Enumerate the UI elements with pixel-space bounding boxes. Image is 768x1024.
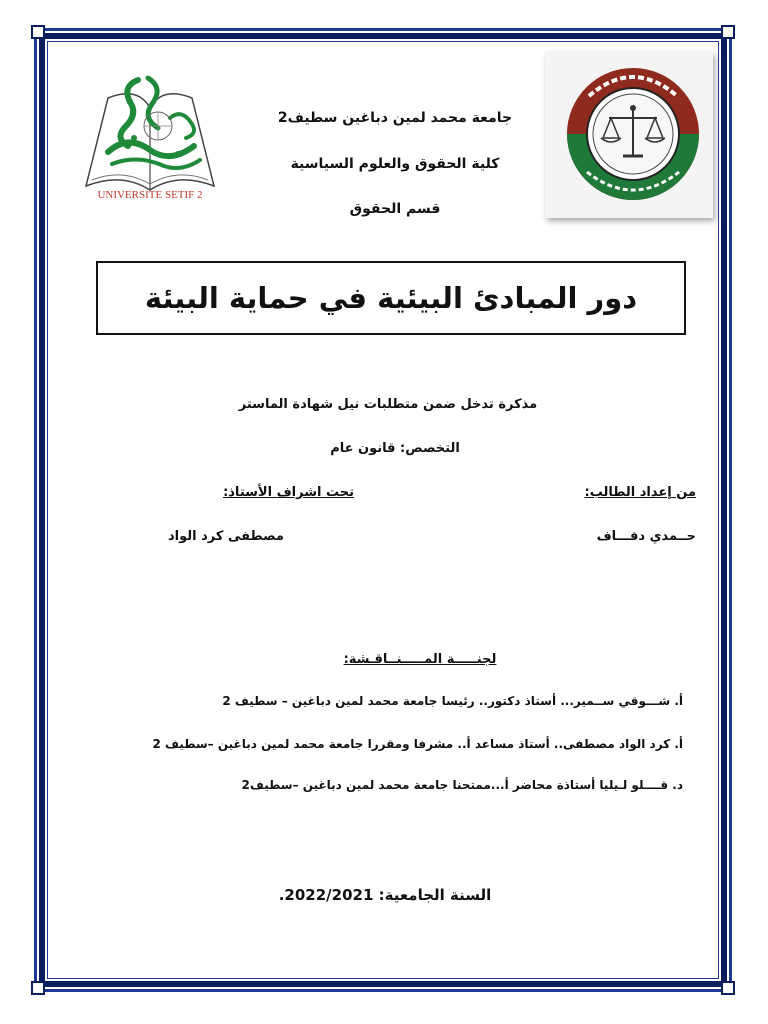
logo-caption: UNIVERSITE SETIF 2: [97, 189, 203, 201]
border-corner-bottom-left: [31, 981, 45, 995]
faculty-logo: [545, 52, 713, 218]
supervised-by-label: تحت اشراف الأستاذ:: [223, 485, 354, 500]
university-logo: [78, 68, 222, 202]
jury-member: د. قــــلو لـيليا أستاذة محاضر أ...ممتحنا جامعة محمد لمين دباغين –سطيف2: [241, 778, 683, 792]
thesis-title-box: [96, 261, 686, 335]
jury-title: لجنـــــة المـــــنــاقـشة:: [343, 652, 497, 667]
jury-member: أ. شـــوقي ســمير... أستاذ دكتور.. رئيسا جامعة محمد لمين دباغين – سطيف 2: [222, 694, 683, 708]
jury-member: أ. كرد الواد مصطفى.. أستاذ مساعد أ.. مشرفا ومقررا جامعة محمد لمين دباغين –سطيف 2: [152, 737, 683, 751]
border-corner-top-right: [721, 25, 735, 39]
thesis-title: دور المبادئ البيئية في حماية البيئة: [144, 281, 638, 315]
border-corner-top-left: [31, 25, 45, 39]
specialty: التخصص: قانون عام: [330, 441, 460, 456]
prepared-by-label: من إعداد الطالب:: [584, 485, 696, 500]
border-corner-bottom-right: [721, 981, 735, 995]
supervisor-name: مصطفى كرد الواد: [167, 529, 284, 544]
memo-statement: مذكرة تدخل ضمن متطلبات نيل شهادة الماستر: [238, 397, 538, 412]
student-name: حــمدي دفـــاف: [596, 529, 696, 544]
university-name: جامعة محمد لمين دباغين سطيف2: [277, 110, 513, 126]
academic-year: السنة الجامعية: 2022/2021.: [278, 886, 492, 904]
faculty-name: كلية الحقوق والعلوم السياسية: [290, 156, 500, 172]
department-name: قسم الحقوق: [349, 201, 441, 217]
